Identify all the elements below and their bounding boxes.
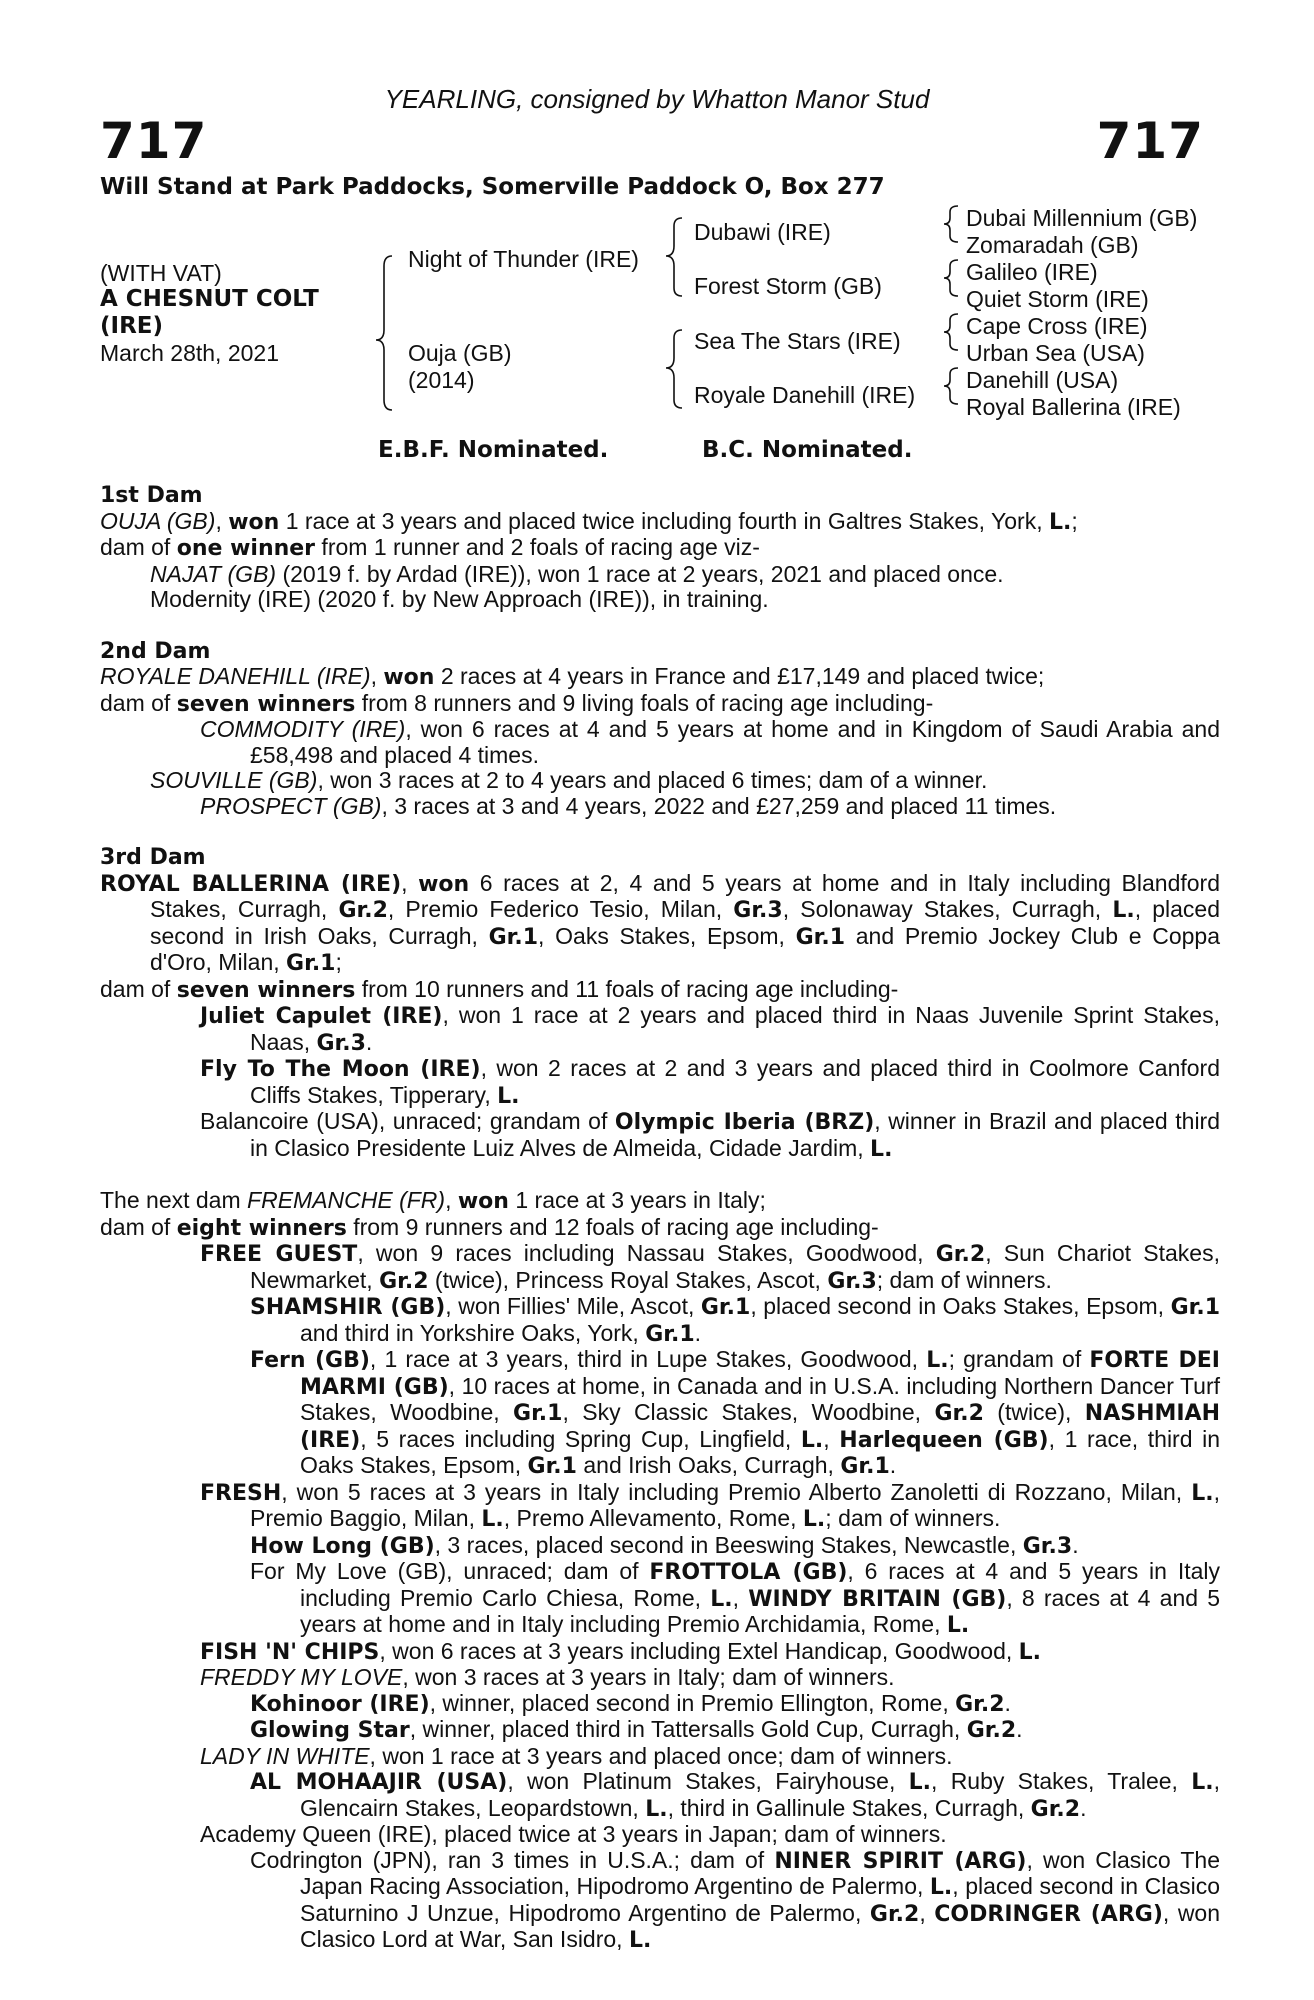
dam: Ouja (GB) <box>408 340 512 366</box>
foaling-date: March 28th, 2021 <box>100 340 280 366</box>
horse-name-country: (IRE) <box>100 313 164 339</box>
academy-queen: Academy Queen (IRE), placed twice at 3 years in Japan; dam of winners. <box>200 1821 947 1847</box>
ebf-nomination: E.B.F. Nominated. <box>378 437 609 463</box>
fish-n-chips: FISH 'N' CHIPS, won 6 races at 3 years including Extel Handicap, Goodwood, L. <box>200 1637 1042 1665</box>
dam-dam: Royale Danehill (IRE) <box>694 382 916 408</box>
lady-in-white: LADY IN WHITE, won 1 race at 3 years and placed once; dam of winners. <box>200 1742 953 1769</box>
sire-dam: Forest Storm (GB) <box>694 273 882 299</box>
sire: Night of Thunder (IRE) <box>408 246 639 272</box>
first-dam-para: OUJA (GB), won 1 race at 3 years and placed twice including fourth in Galtres Stakes, York, L.; <box>100 507 1078 535</box>
gen4-3: Galileo (IRE) <box>966 259 1098 285</box>
first-dam-produce-2: Modernity (IRE) (2020 f. by New Approach (IRE)), in training. <box>150 586 769 612</box>
gen4-7: Danehill (USA) <box>966 367 1119 393</box>
second-dam-produce-2a: PROSPECT (GB), 3 races at 3 and 4 years, 2022 and £27,259 and placed 11 times. <box>200 792 1057 819</box>
fern: Fern (GB), 1 race at 3 years, third in Lupe Stakes, Goodwood, L.; grandam of FORTE DEI MARMI (GB), 10 races at home, in Canada and in U.S.A. including Northern Dancer Turf Stakes, Woodbine, Gr.1, Sky Classic Stakes, Woodbine, Gr.2 (twice), NASHMIAH (IRE), 5 races including Spring Cup, Lingfield, L., Harlequeen (GB), 1 race, third in Oaks Stakes, Epsom, Gr.1 and Irish Oaks, Curragh, Gr.1. <box>250 1346 1221 1479</box>
next-dam-para: The next dam FREMANCHE (FR), won 1 race at 3 years in Italy; <box>100 1187 766 1214</box>
gen4-1: Dubai Millennium (GB) <box>966 205 1198 231</box>
free-guest: FREE GUEST, won 9 races including Nassau Stakes, Goodwood, Gr.2, Sun Chariot Stakes, Newmarket, Gr.2 (twice), Princess Royal Stakes, Ascot, Gr.3; dam of winners. <box>200 1240 1220 1294</box>
horse-name: A CHESNUT COLT <box>100 286 319 312</box>
sire-sire: Dubawi (IRE) <box>694 219 831 245</box>
shamshir: SHAMSHIR (GB), won Fillies' Mile, Ascot, Gr.1, placed second in Oaks Stakes, Epsom, Gr.1 and third in Yorkshire Oaks, York, Gr.1. <box>250 1293 1220 1347</box>
fresh: FRESH, won 5 races at 3 years in Italy including Premio Alberto Zanoletti di Rozzano, Milan, L., Premio Baggio, Milan, L., Premo Allevamento, Rome, L.; dam of winners. <box>200 1478 1220 1532</box>
first-dam-produce-summary: dam of one winner from 1 runner and 2 foals of racing age viz- <box>100 534 760 561</box>
second-dam-produce-2: SOUVILLE (GB), won 3 races at 2 to 4 years and placed 6 times; dam of a winner. <box>150 767 988 793</box>
first-dam-produce-1: NAJAT (GB) (2019 f. by Ardad (IRE)), won 1 race at 2 years, 2021 and placed once. <box>150 560 1004 587</box>
al-mohaajir: AL MOHAAJIR (USA), won Platinum Stakes, Fairyhouse, L., Ruby Stakes, Tralee, L., Glencairn Stakes, Leopardstown, L., third in Gallinule Stakes, Curragh, Gr.2. <box>250 1768 1220 1822</box>
stand-location: Will Stand at Park Paddocks, Somerville Paddock O, Box 277 <box>100 174 885 200</box>
catalogue-body <box>100 483 1220 1954</box>
consignment-line: YEARLING, consigned by Whatton Manor Stud <box>384 84 930 114</box>
bc-nomination: B.C. Nominated. <box>702 437 913 463</box>
second-dam-produce-1: COMMODITY (IRE), won 6 races at 4 and 5 years at home and in Kingdom of Saudi Arabia and £58,498 and placed 4 times. <box>200 716 1221 768</box>
kohinoor: Kohinoor (IRE), winner, placed second in Premio Ellington, Rome, Gr.2. <box>250 1689 1011 1717</box>
first-dam-heading: 1st Dam <box>100 483 203 508</box>
gen4-2: Zomaradah (GB) <box>966 232 1139 258</box>
freddy-my-love: FREDDY MY LOVE, won 3 races at 3 years in Italy; dam of winners. <box>200 1664 895 1690</box>
gen4-6: Urban Sea (USA) <box>966 340 1145 366</box>
second-dam-produce-summary: dam of seven winners from 8 runners and 9 living foals of racing age including- <box>100 689 934 717</box>
dam-sire: Sea The Stars (IRE) <box>694 328 901 354</box>
lot-number-right: 717 <box>1096 112 1204 170</box>
third-dam-heading: 3rd Dam <box>100 845 206 870</box>
third-dam-produce-1: Juliet Capulet (IRE), won 1 race at 2 years and placed third in Naas Juvenile Sprint Stakes, Naas, Gr.3. <box>200 1002 1220 1056</box>
gen4-8: Royal Ballerina (IRE) <box>966 394 1181 420</box>
next-dam-produce-summary: dam of eight winners from 9 runners and 12 foals of racing age including- <box>100 1213 879 1241</box>
third-dam-para: ROYAL BALLERINA (IRE), won 6 races at 2, 4 and 5 years at home and in Italy including Blandford Stakes, Curragh, Gr.2, Premio Federico Tesio, Milan, Gr.3, Solonaway Stakes, Curragh, L., placed second in Irish Oaks, Curragh, Gr.1, Oaks Stakes, Epsom, Gr.1 and Premio Jockey Club e Coppa d'Oro, Milan, Gr.1; <box>100 869 1221 976</box>
gen4-5: Cape Cross (IRE) <box>966 313 1148 339</box>
codrington: Codrington (JPN), ran 3 times in U.S.A.; dam of NINER SPIRIT (ARG), won Clasico The Japan Racing Association, Hipodromo Argentino de Palermo, L., placed second in Clasico Saturnino J Unzue, Hipodromo Argentino de Palermo, Gr.2, CODRINGER (ARG), won Clasico Lord at War, San Isidro, L. <box>250 1846 1221 1953</box>
third-dam-produce-2: Fly To The Moon (IRE), won 2 races at 2 and 3 years and placed third in Coolmore Canford Cliffs Stakes, Tipperary, L. <box>200 1055 1220 1109</box>
glowing-star: Glowing Star, winner, placed third in Tattersalls Gold Cup, Curragh, Gr.2. <box>250 1716 1023 1743</box>
for-my-love: For My Love (GB), unraced; dam of FROTTOLA (GB), 6 races at 4 and 5 years in Italy including Premio Carlo Chiesa, Rome, L., WINDY BRITAIN (GB), 8 races at 4 and 5 years at home and in Italy including Premio Archidamia, Rome, L. <box>250 1558 1221 1638</box>
dam-foaling-year: (2014) <box>408 367 475 393</box>
lot-number-left: 717 <box>100 112 208 170</box>
vat-note: (WITH VAT) <box>100 260 222 286</box>
third-dam-produce-3: Balancoire (USA), unraced; grandam of Olympic Iberia (BRZ), winner in Brazil and placed third in Clasico Presidente Luiz Alves de Almeida, Cidade Jardim, L. <box>200 1108 1220 1162</box>
gen4-4: Quiet Storm (IRE) <box>966 286 1149 312</box>
third-dam-produce-summary: dam of seven winners from 10 runners and 11 foals of racing age including- <box>100 975 899 1003</box>
second-dam-heading: 2nd Dam <box>100 638 211 664</box>
how-long: How Long (GB), 3 races, placed second in Beeswing Stakes, Newcastle, Gr.3. <box>250 1531 1079 1559</box>
second-dam-para: ROYALE DANEHILL (IRE), won 2 races at 4 years in France and £17,149 and placed twice; <box>100 663 1045 690</box>
